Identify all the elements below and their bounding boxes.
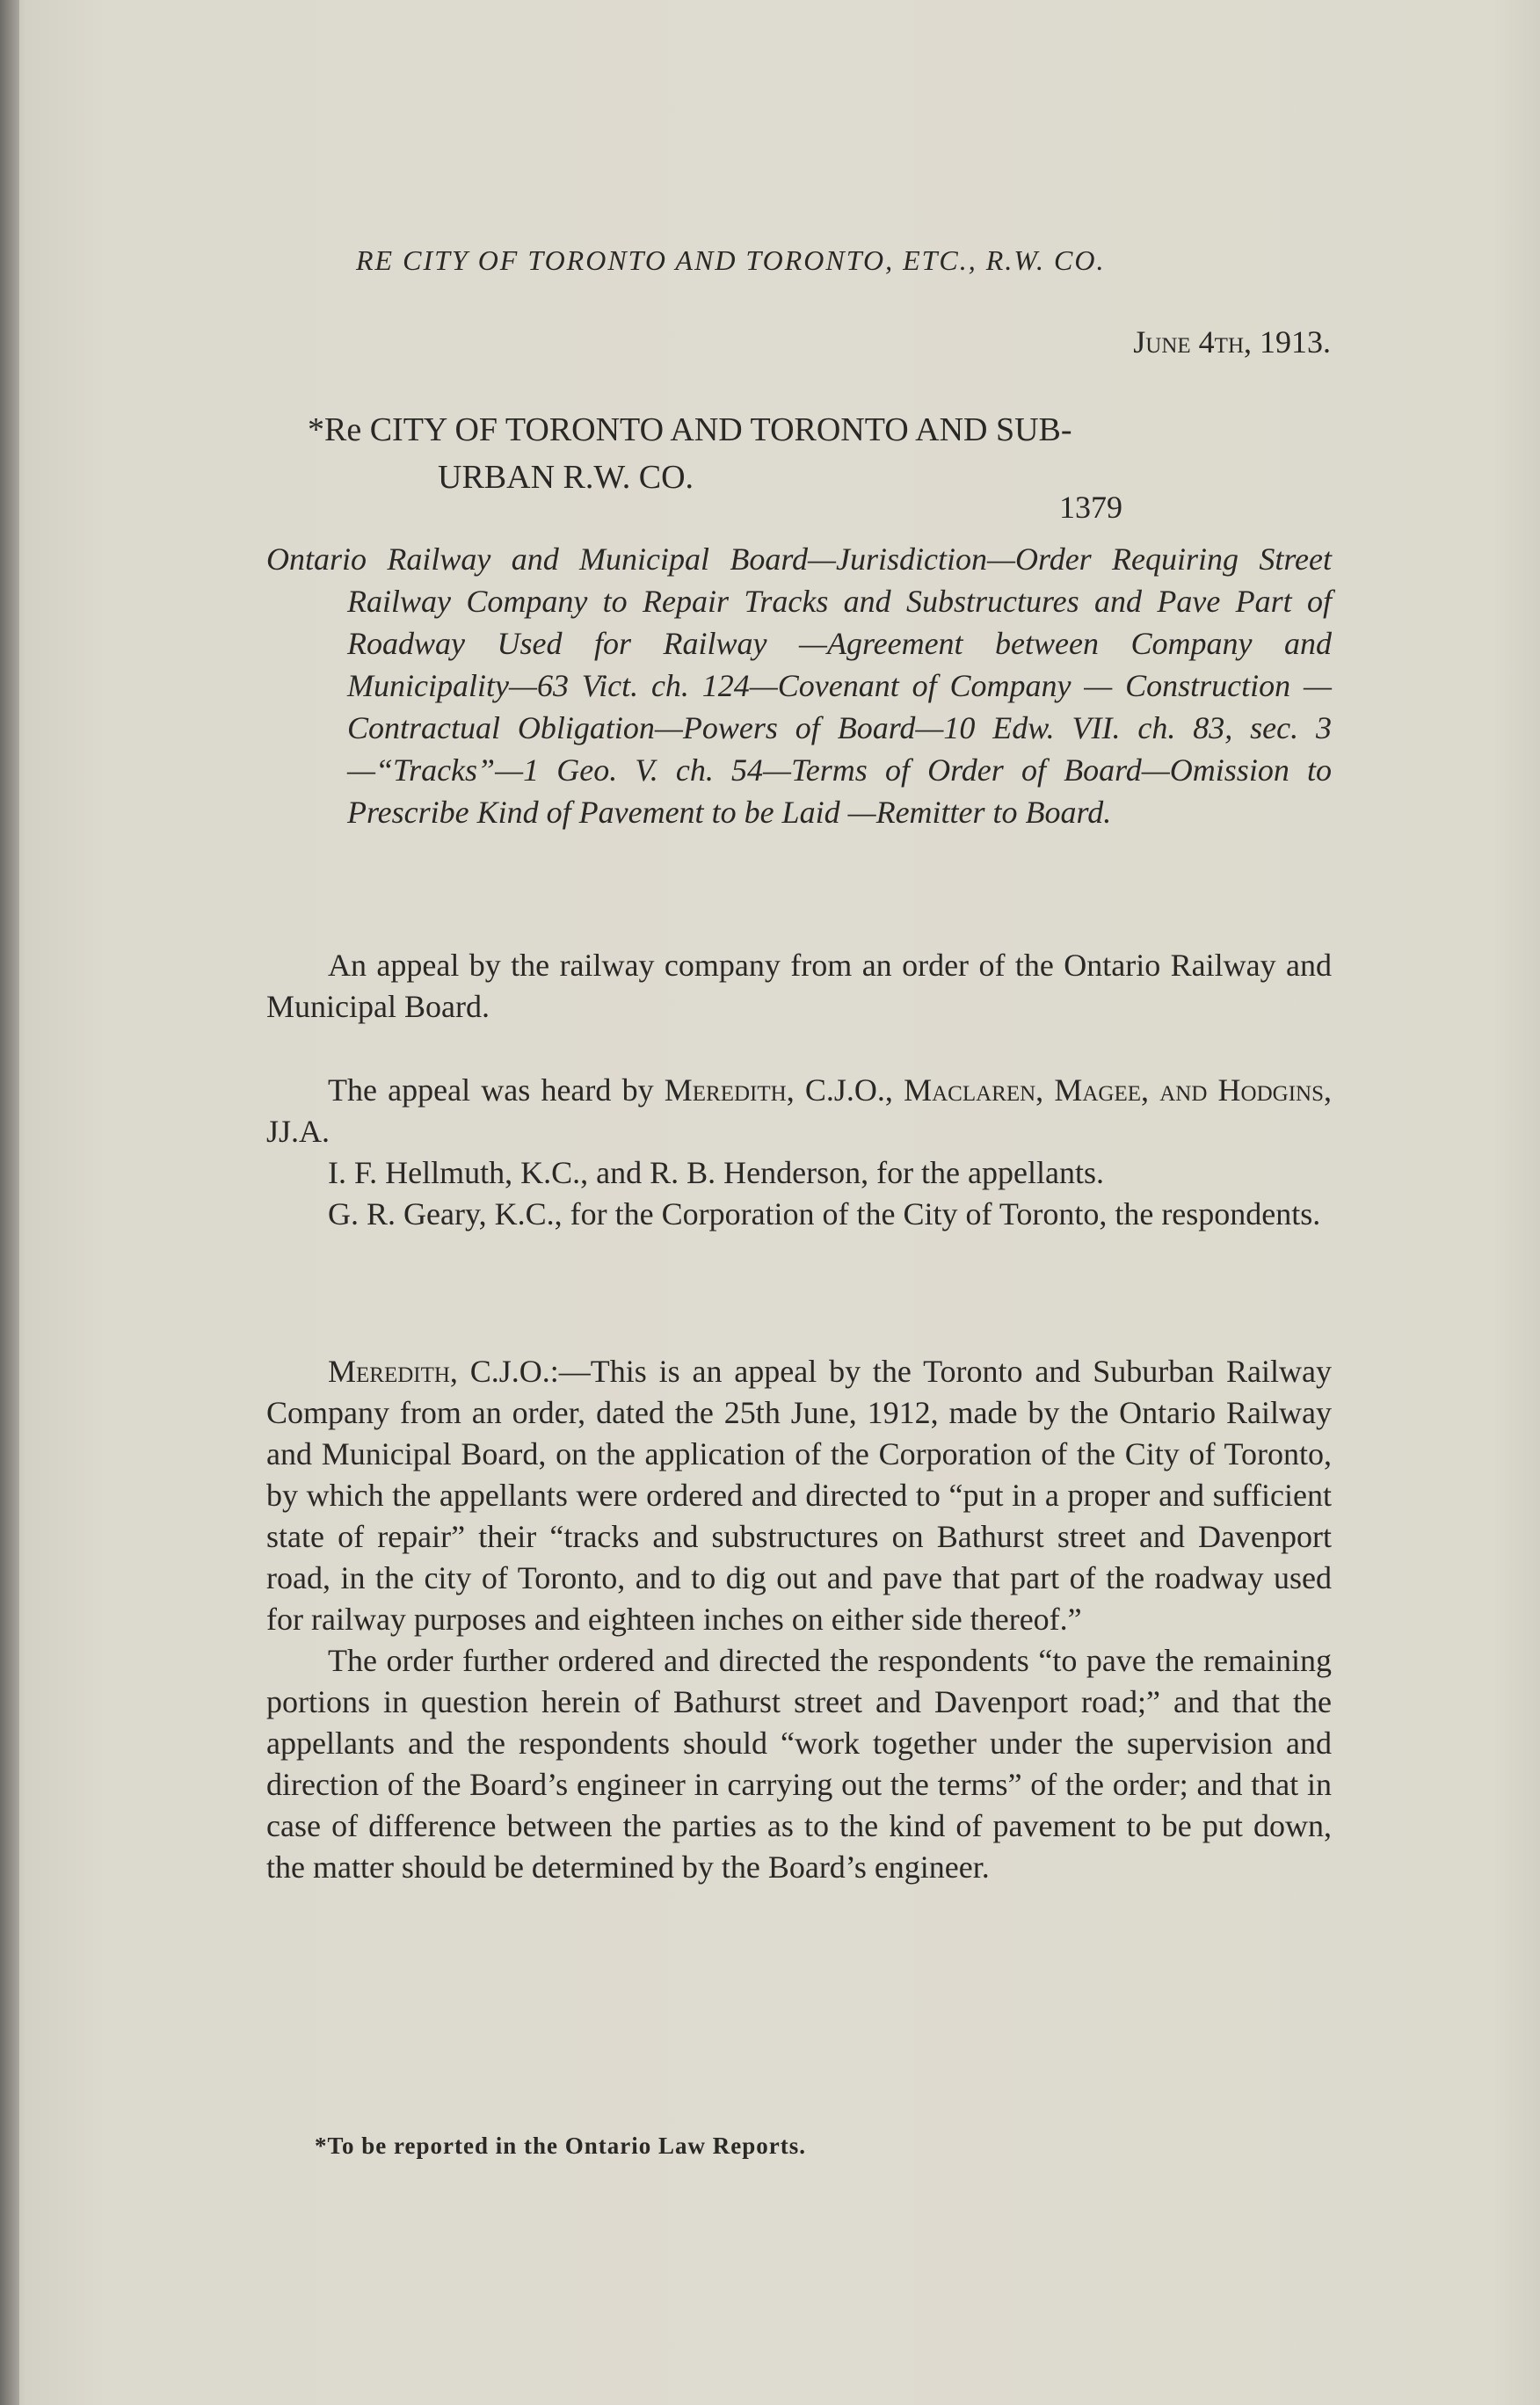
running-head-title: RE CITY OF TORONTO AND TORONTO, ETC., R.W. CO.	[356, 244, 1106, 276]
judgment-paragraph-2: The order further ordered and directed the respondents “to pave the remaining portions in question herein of Bathurst street and Davenport road;” and that the appellants and the respondents should “work together under the supervision and direction of the Board’s engineer in carrying out the terms” of the order; and that in case of difference between the parties as to the kind of pavement to be put down, the matter should be determined by the Board’s engineer.	[266, 1643, 1332, 1885]
heard-by-paragraph	[266, 1070, 1332, 1152]
counsel-respondents: G. R. Geary, K.C., for the Corporation of the City of Toronto, the respondents.	[328, 1196, 1321, 1232]
decision-date: June 4th, 1913.	[1133, 324, 1331, 360]
hearing-block	[266, 1070, 1332, 1235]
case-title-marker: *	[308, 411, 324, 448]
heard-by-judges: Meredith, C.J.O., Maclaren, Magee, and Hodgins, JJ.A.	[266, 1072, 1332, 1149]
appeal-statement: An appeal by the railway company from an order of the Ontario Railway and Municipal Board.	[266, 948, 1332, 1024]
headnote: Ontario Railway and Municipal Board—Jurisdiction—Order Requiring Street Railway Company to Repair Tracks and Substructures and Pave Part of Roadway Used for Railway —Agreement between Company and Municipality—63 Vict. ch. 124—Covenant of Company — Construction — Contractual Obligation—Powers of Board—10 Edw. VII. ch. 83, sec. 3—“Tracks”—1 Geo. V. ch. 54—Terms of Order of Board—Omission to Prescribe Kind of Pavement to be Laid —Remitter to Board.	[266, 541, 1332, 830]
case-title-line-2: URBAN R.W. CO.	[438, 459, 694, 496]
binding-shadow	[0, 0, 19, 2405]
page-number: 1379	[1059, 490, 1122, 525]
judgment-paragraph-1-text: :—This is an appeal by the Toronto and Suburban Railway Company from an order, dated the 25th June, 1912, made by the Ontario Railway and Municipal Board, on the application of the Corporation of the City of Toronto, by which the appellants were ordered and directed to “put in a proper and sufficient state of repair” their “tracks and substructures on Bathurst street and Davenport road, in the city of Toronto, and to dig out and pave that part of the roadway used for railway purposes and eighteen inches on either side thereof.”	[266, 1354, 1333, 1637]
judgment-paragraph-1	[266, 1351, 1332, 1640]
counsel-appellants: I. F. Hellmuth, K.C., and R. B. Henderson, for the appellants.	[328, 1155, 1104, 1190]
appeal-statement-block	[266, 945, 1332, 1028]
case-title-line-1: Re CITY OF TORONTO AND TORONTO AND SUB-	[324, 411, 1072, 448]
heard-by-prefix: The appeal was heard by	[328, 1072, 665, 1108]
judgment-judge: Meredith, C.J.O.	[328, 1354, 550, 1389]
footnote: *To be reported in the Ontario Law Reports.	[315, 2133, 806, 2159]
case-title	[308, 406, 1327, 501]
judgment-block	[266, 1351, 1332, 1888]
